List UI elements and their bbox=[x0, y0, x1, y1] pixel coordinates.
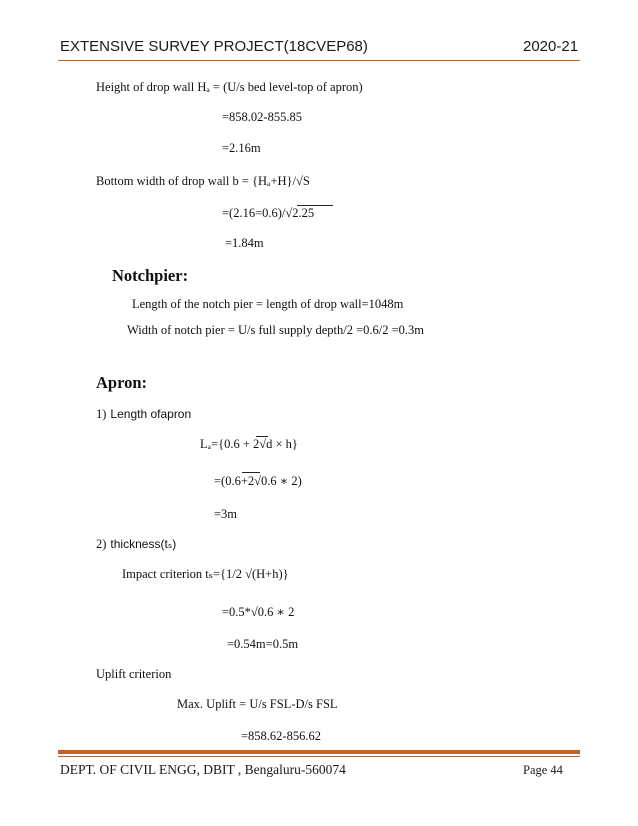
drop-wall-height-calc: =858.02-855.85 bbox=[222, 110, 302, 124]
apron-ld-calc: =(0.6+2√0.6 ∗ 2) bbox=[214, 474, 302, 488]
apron-impact-result: =0.54m=0.5m bbox=[227, 637, 299, 651]
footer-dept: DEPT. OF CIVIL ENGG, DBIT , Bengaluru-560074 bbox=[60, 762, 346, 777]
apron-item-2-number: 2) bbox=[96, 537, 107, 551]
header-year: 2020-21 bbox=[523, 38, 579, 55]
drop-wall-height-result: =2.16m bbox=[222, 141, 261, 155]
apron-item-1 bbox=[96, 405, 191, 423]
footer-page-number: Page 44 bbox=[523, 763, 563, 777]
apron-uplift-line: Max. Uplift = U/s FSL-D/s FSL bbox=[177, 697, 338, 711]
apron-item-2-label: thickness(tₛ) bbox=[110, 537, 177, 551]
apron-item-1-label: Length ofapron bbox=[110, 407, 192, 421]
drop-wall-height-line: Height of drop wall Hₐ = (U/s bed level-top of apron) bbox=[96, 80, 363, 94]
footer-rule-thin bbox=[58, 756, 580, 757]
notch-pier-width-line: Width of notch pier = U/s full supply depth/2 =0.6/2 =0.3m bbox=[127, 323, 425, 337]
drop-wall-width-calc: =(2.16=0.6)/√2.25 bbox=[222, 206, 315, 220]
notch-pier-length-line: Length of the notch pier = length of drop wall=1048m bbox=[132, 297, 404, 311]
apron-uplift-calc: =858.62-856.62 bbox=[241, 729, 321, 743]
radical-overbar bbox=[256, 436, 268, 437]
radical-overbar bbox=[297, 205, 333, 206]
drop-wall-width-line: Bottom width of drop wall b = {Hₐ+H}/√S bbox=[96, 174, 310, 188]
apron-ld-formula: Lₐ={0.6 + 2√d × h} bbox=[200, 437, 298, 451]
apron-item-1-number: 1) bbox=[96, 407, 107, 421]
footer-rule-thick bbox=[58, 750, 580, 754]
apron-item-2 bbox=[96, 535, 176, 553]
apron-impact-line: Impact criterion tₛ={1/2 √(H+h)} bbox=[122, 567, 289, 581]
header-rule bbox=[58, 60, 580, 61]
apron-uplift-label: Uplift criterion bbox=[96, 667, 172, 681]
header-title: EXTENSIVE SURVEY PROJECT(18CVEP68) bbox=[60, 38, 368, 55]
notch-pier-heading: Notchpier: bbox=[112, 266, 189, 285]
apron-heading: Apron: bbox=[96, 373, 148, 392]
radical-overbar bbox=[242, 472, 260, 473]
apron-impact-calc: =0.5*√0.6 ∗ 2 bbox=[222, 605, 295, 619]
drop-wall-width-result: =1.84m bbox=[225, 236, 264, 250]
apron-ld-result: =3m bbox=[214, 507, 238, 521]
